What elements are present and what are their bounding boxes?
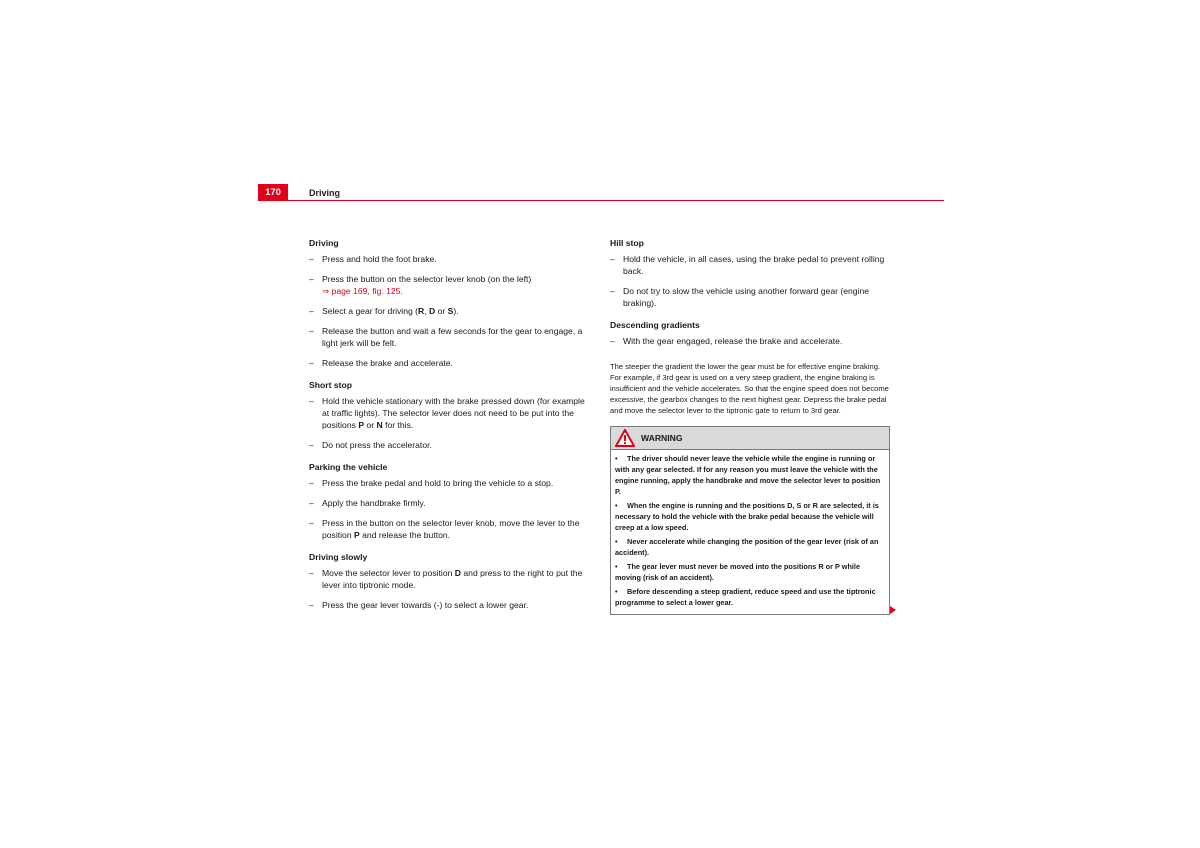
step — [309, 325, 594, 349]
section-heading: Descending gradients — [610, 320, 700, 330]
section-short-stop — [309, 379, 594, 451]
step — [309, 599, 594, 611]
warning-item — [615, 536, 885, 558]
running-title: Driving — [309, 188, 341, 198]
dash: – — [309, 568, 314, 578]
step — [610, 253, 890, 277]
step-end: for this. — [382, 420, 414, 430]
dash: – — [610, 286, 615, 296]
step-text: Press and hold the foot brake. — [322, 254, 437, 264]
step-text: With the gear engaged, release the brake and accelerate. — [623, 336, 843, 346]
step — [309, 477, 594, 489]
section-heading: Driving — [309, 238, 339, 248]
section-driving-slowly — [309, 551, 594, 611]
step — [309, 395, 594, 431]
gear-n: N — [376, 420, 383, 430]
section-heading: Driving slowly — [309, 552, 368, 562]
section-descending — [610, 319, 890, 347]
warning-text: The driver should never leave the vehicle while the engine is running or with any gear selected. If for any reason you must leave the vehicle with the engine running, apply the handbrake and move the selector lever to position P. — [615, 454, 881, 496]
step — [309, 273, 594, 297]
step-text: Move the selector lever to position — [322, 568, 455, 578]
bullet: • — [615, 501, 618, 510]
warning-item — [615, 561, 885, 583]
step-end: and press to the right to put the lever into tiptronic mode. — [322, 568, 583, 590]
step-text: Press in the button on the selector lever knob, move the lever to the position — [322, 518, 580, 540]
section-heading: Hill stop — [610, 238, 644, 248]
step-text: Press the brake pedal and hold to bring the vehicle to a stop. — [322, 478, 554, 488]
step-end: ). — [453, 306, 459, 316]
bullet: • — [615, 454, 618, 463]
section-driving — [309, 237, 594, 369]
warning-item — [615, 500, 885, 533]
dash: – — [309, 440, 314, 450]
step-text: Do not press the accelerator. — [322, 440, 432, 450]
warning-header — [611, 427, 889, 450]
warning-body — [611, 450, 889, 614]
step — [309, 357, 594, 369]
gear-p: P — [358, 420, 365, 430]
step-text: Do not try to slow the vehicle using another forward gear (engine braking). — [623, 286, 870, 308]
separator: or — [435, 306, 448, 316]
cross-reference-link[interactable]: ⇒ page 169, fig. 125. — [322, 286, 403, 296]
warning-title: WARNING — [641, 433, 683, 443]
warning-triangle-icon — [615, 429, 635, 447]
step-text: Press the button on the selector lever knob (on the left) — [322, 274, 532, 284]
step-text: Apply the handbrake firmly. — [322, 498, 426, 508]
warning-box — [610, 426, 890, 615]
continue-arrow-icon — [890, 606, 896, 614]
step — [309, 305, 594, 317]
gear-s: S — [447, 306, 454, 316]
bullet: • — [615, 587, 618, 596]
step-text: Hold the vehicle stationary with the brake pressed down (for example at traffic lights). The selector lever does not need to be put into the positions — [322, 396, 585, 430]
section-hill-stop — [610, 237, 890, 309]
warning-text: The gear lever must never be moved into the positions R or P while moving (risk of an accident). — [615, 562, 861, 582]
dash: – — [309, 326, 314, 336]
page-number: 170 — [258, 184, 288, 201]
warning-item — [615, 586, 885, 608]
warning-text: Never accelerate while changing the position of the gear lever (risk of an accident). — [615, 537, 879, 557]
dash: – — [309, 254, 314, 264]
dash: – — [610, 254, 615, 264]
separator: , — [424, 306, 430, 316]
dash: – — [610, 336, 615, 346]
step — [309, 439, 594, 451]
dash: – — [309, 396, 314, 406]
warning-text: Before descending a steep gradient, reduce speed and use the tiptronic programme to select a lower gear. — [615, 587, 876, 607]
bullet: • — [615, 537, 618, 546]
step-text: Release the brake and accelerate. — [322, 358, 453, 368]
step-text: Hold the vehicle, in all cases, using the brake pedal to prevent rolling back. — [623, 254, 885, 276]
dash: – — [309, 478, 314, 488]
step — [610, 335, 890, 347]
separator: or — [364, 420, 377, 430]
step — [309, 497, 594, 509]
gear-p: P — [354, 530, 360, 540]
step-end: and release the button. — [359, 530, 451, 540]
dash: – — [309, 358, 314, 368]
gear-d: D — [429, 306, 436, 316]
dash: – — [309, 306, 314, 316]
dash: – — [309, 274, 314, 284]
step — [309, 567, 594, 591]
dash: – — [309, 600, 314, 610]
section-heading: Short stop — [309, 380, 352, 390]
dash: – — [309, 498, 314, 508]
step — [610, 285, 890, 309]
note-paragraph: The steeper the gradient the lower the gear must be for effective engine braking. For example, if 3rd gear is used on a very steep gradient, the engine braking is insufficient and the vehicle accelerates. So that the engine speed does not become excessive, the gearbox changes to the next highest gear. Depress the brake pedal and move the selector lever to the tiptronic gate to return to 3rd gear. — [610, 362, 889, 415]
step-text: Select a gear for driving ( — [322, 306, 419, 316]
bullet: • — [615, 562, 618, 571]
gear-d: D — [454, 568, 462, 578]
right-column — [610, 237, 890, 615]
left-column — [309, 237, 594, 621]
step — [309, 253, 594, 265]
step-text: Press the gear lever towards (-) to select a lower gear. — [322, 600, 529, 610]
section-heading: Parking the vehicle — [309, 462, 388, 472]
dash: – — [309, 518, 314, 528]
step-text: Release the button and wait a few seconds for the gear to engage, a light jerk will be felt. — [322, 326, 583, 348]
warning-item — [615, 453, 885, 497]
step — [309, 517, 594, 541]
section-parking — [309, 461, 594, 541]
warning-text: When the engine is running and the positions D, S or R are selected, it is necessary to hold the vehicle with the brake pedal because the vehicle will creep at a low speed. — [615, 501, 879, 532]
gear-r: R — [418, 306, 425, 316]
header-rule — [258, 200, 944, 201]
